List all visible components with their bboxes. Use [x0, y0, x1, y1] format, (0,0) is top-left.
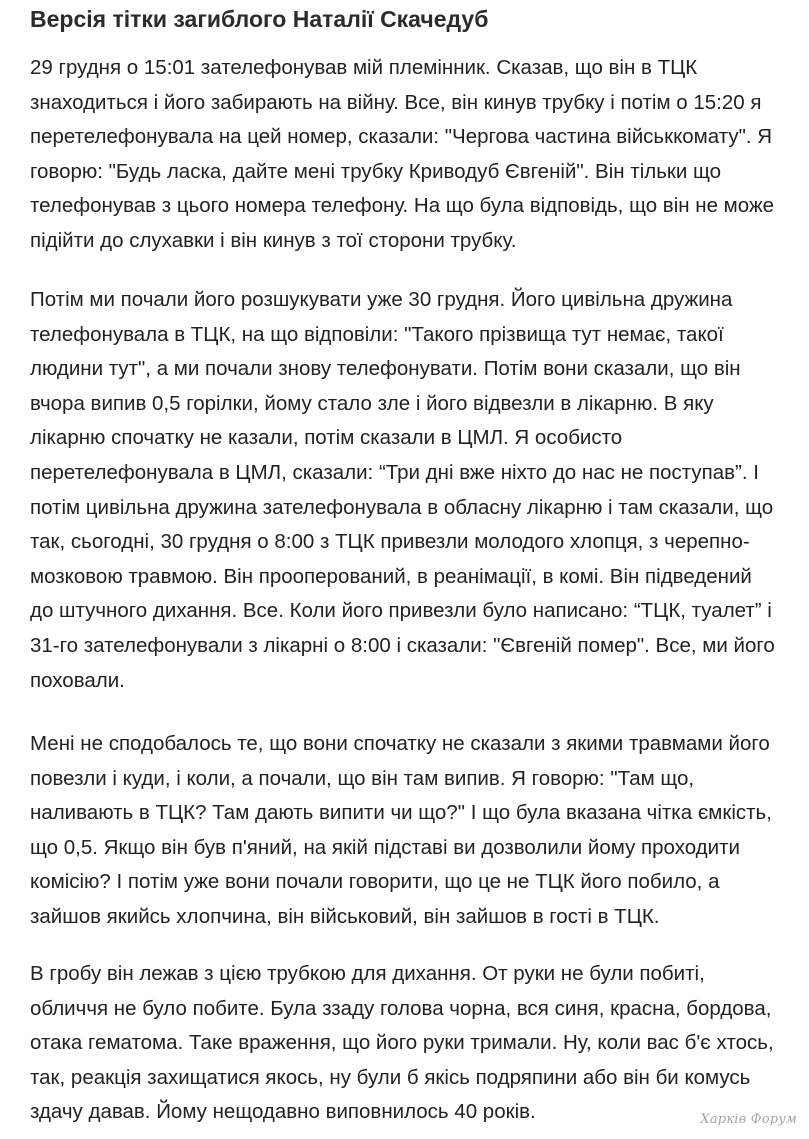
text-line: В гробу він лежав з цією трубкою для дихання. От руки не були побиті,: [30, 962, 705, 985]
text-line: підійти до слухавки і він кинув з тої сторони трубку.: [30, 228, 517, 252]
paragraph-1: [30, 51, 796, 259]
paragraph-4: [30, 957, 796, 1130]
text-line: телефонував з цього номера телефону. На що була відповідь, що він не може: [30, 194, 775, 218]
text-line: 31-го зателефонували з лікарні о 8:00 і сказали: "Євгеній помер". Все, ми його: [30, 633, 775, 657]
text-line: людини тут", а ми почали знову телефонувати. Потім вони сказали, що він: [30, 357, 741, 381]
text-line: так, сьогодні, 30 грудня о 8:00 з ТЦК привезли молодого хлопця, з черепно-: [30, 530, 750, 554]
text-line: що 0,5. Якщо він був п'яний, на якій підставі ви дозволили йому проходити: [30, 835, 740, 859]
text-line: Потім ми почали його розшукувати уже 30 грудня. Його цивільна дружина: [30, 288, 733, 311]
text-line: вчора випив 0,5 горілки, йому стало зле і його відвезли в лікарню. В яку: [30, 391, 714, 415]
text-line: комісію? І потім уже вони почали говорити, що це не ТЦК його побило, а: [30, 870, 720, 894]
text-line: перетелефонувала на цей номер, сказали: "Чергова частина військкомату". Я: [30, 125, 773, 149]
article-title: Версія тітки загиблого Наталії Скачедуб: [30, 6, 489, 32]
paragraph-2: [30, 283, 796, 698]
text-line: телефонувала в ТЦК, на що відповіли: "Такого прізвища тут немає, такої: [30, 322, 724, 346]
text-line: поховали.: [30, 668, 125, 692]
text-line: Мені не сподобалось те, що вони спочатку не сказали з якими травмами його: [30, 732, 770, 755]
text-line: повезли і куди, і коли, а почали, що він там випив. Я говорю: "Там що,: [30, 766, 695, 790]
text-line: здачу давав. Йому нещодавно виповнилось 40 років.: [30, 1100, 536, 1124]
text-line: перетелефонувала в ЦМЛ, сказали: “Три дні вже ніхто до нас не поступав”. І: [30, 460, 759, 484]
text-line: наливають в ТЦК? Там дають випити чи що?" І що була вказана чітка ємкість,: [30, 801, 772, 825]
text-line: до штучного дихання. Все. Коли його привезли було написано: “ТЦК, туалет” і: [30, 599, 772, 623]
paragraph-3: [30, 727, 796, 935]
text-line: мозковою травмою. Він прооперований, в реанімації, в комі. Він підведений: [30, 564, 752, 588]
text-line: говорю: "Будь ласка, дайте мені трубку Криводуб Євгеній". Він тільки що: [30, 159, 722, 183]
watermark: Харків Форум: [700, 1112, 797, 1127]
text-line: обличчя не було побите. Була ззаду голова чорна, вся синя, красна, бордова,: [30, 996, 772, 1020]
text-line: знаходиться і його забирають на війну. Все, він кинув трубку і потім о 15:20 я: [30, 90, 762, 114]
text-line: потім цивільна дружина зателефонувала в обласну лікарню і там сказали, що: [30, 495, 774, 519]
text-line: отака гематома. Таке враження, що його руки тримали. Ну, коли вас б'є хтось,: [30, 1031, 774, 1055]
text-line: зайшов якийсь хлопчина, він військовий, він зайшов в гості в ТЦК.: [30, 904, 660, 928]
text-line: лікарню спочатку не казали, потім сказали в ЦМЛ. Я особисто: [30, 426, 623, 450]
text-line: так, реакція захищатися якось, ну були б якісь подряпини або він би комусь: [30, 1065, 751, 1089]
text-line: 29 грудня о 15:01 зателефонував мій племінник. Сказав, що він в ТЦК: [30, 56, 698, 79]
